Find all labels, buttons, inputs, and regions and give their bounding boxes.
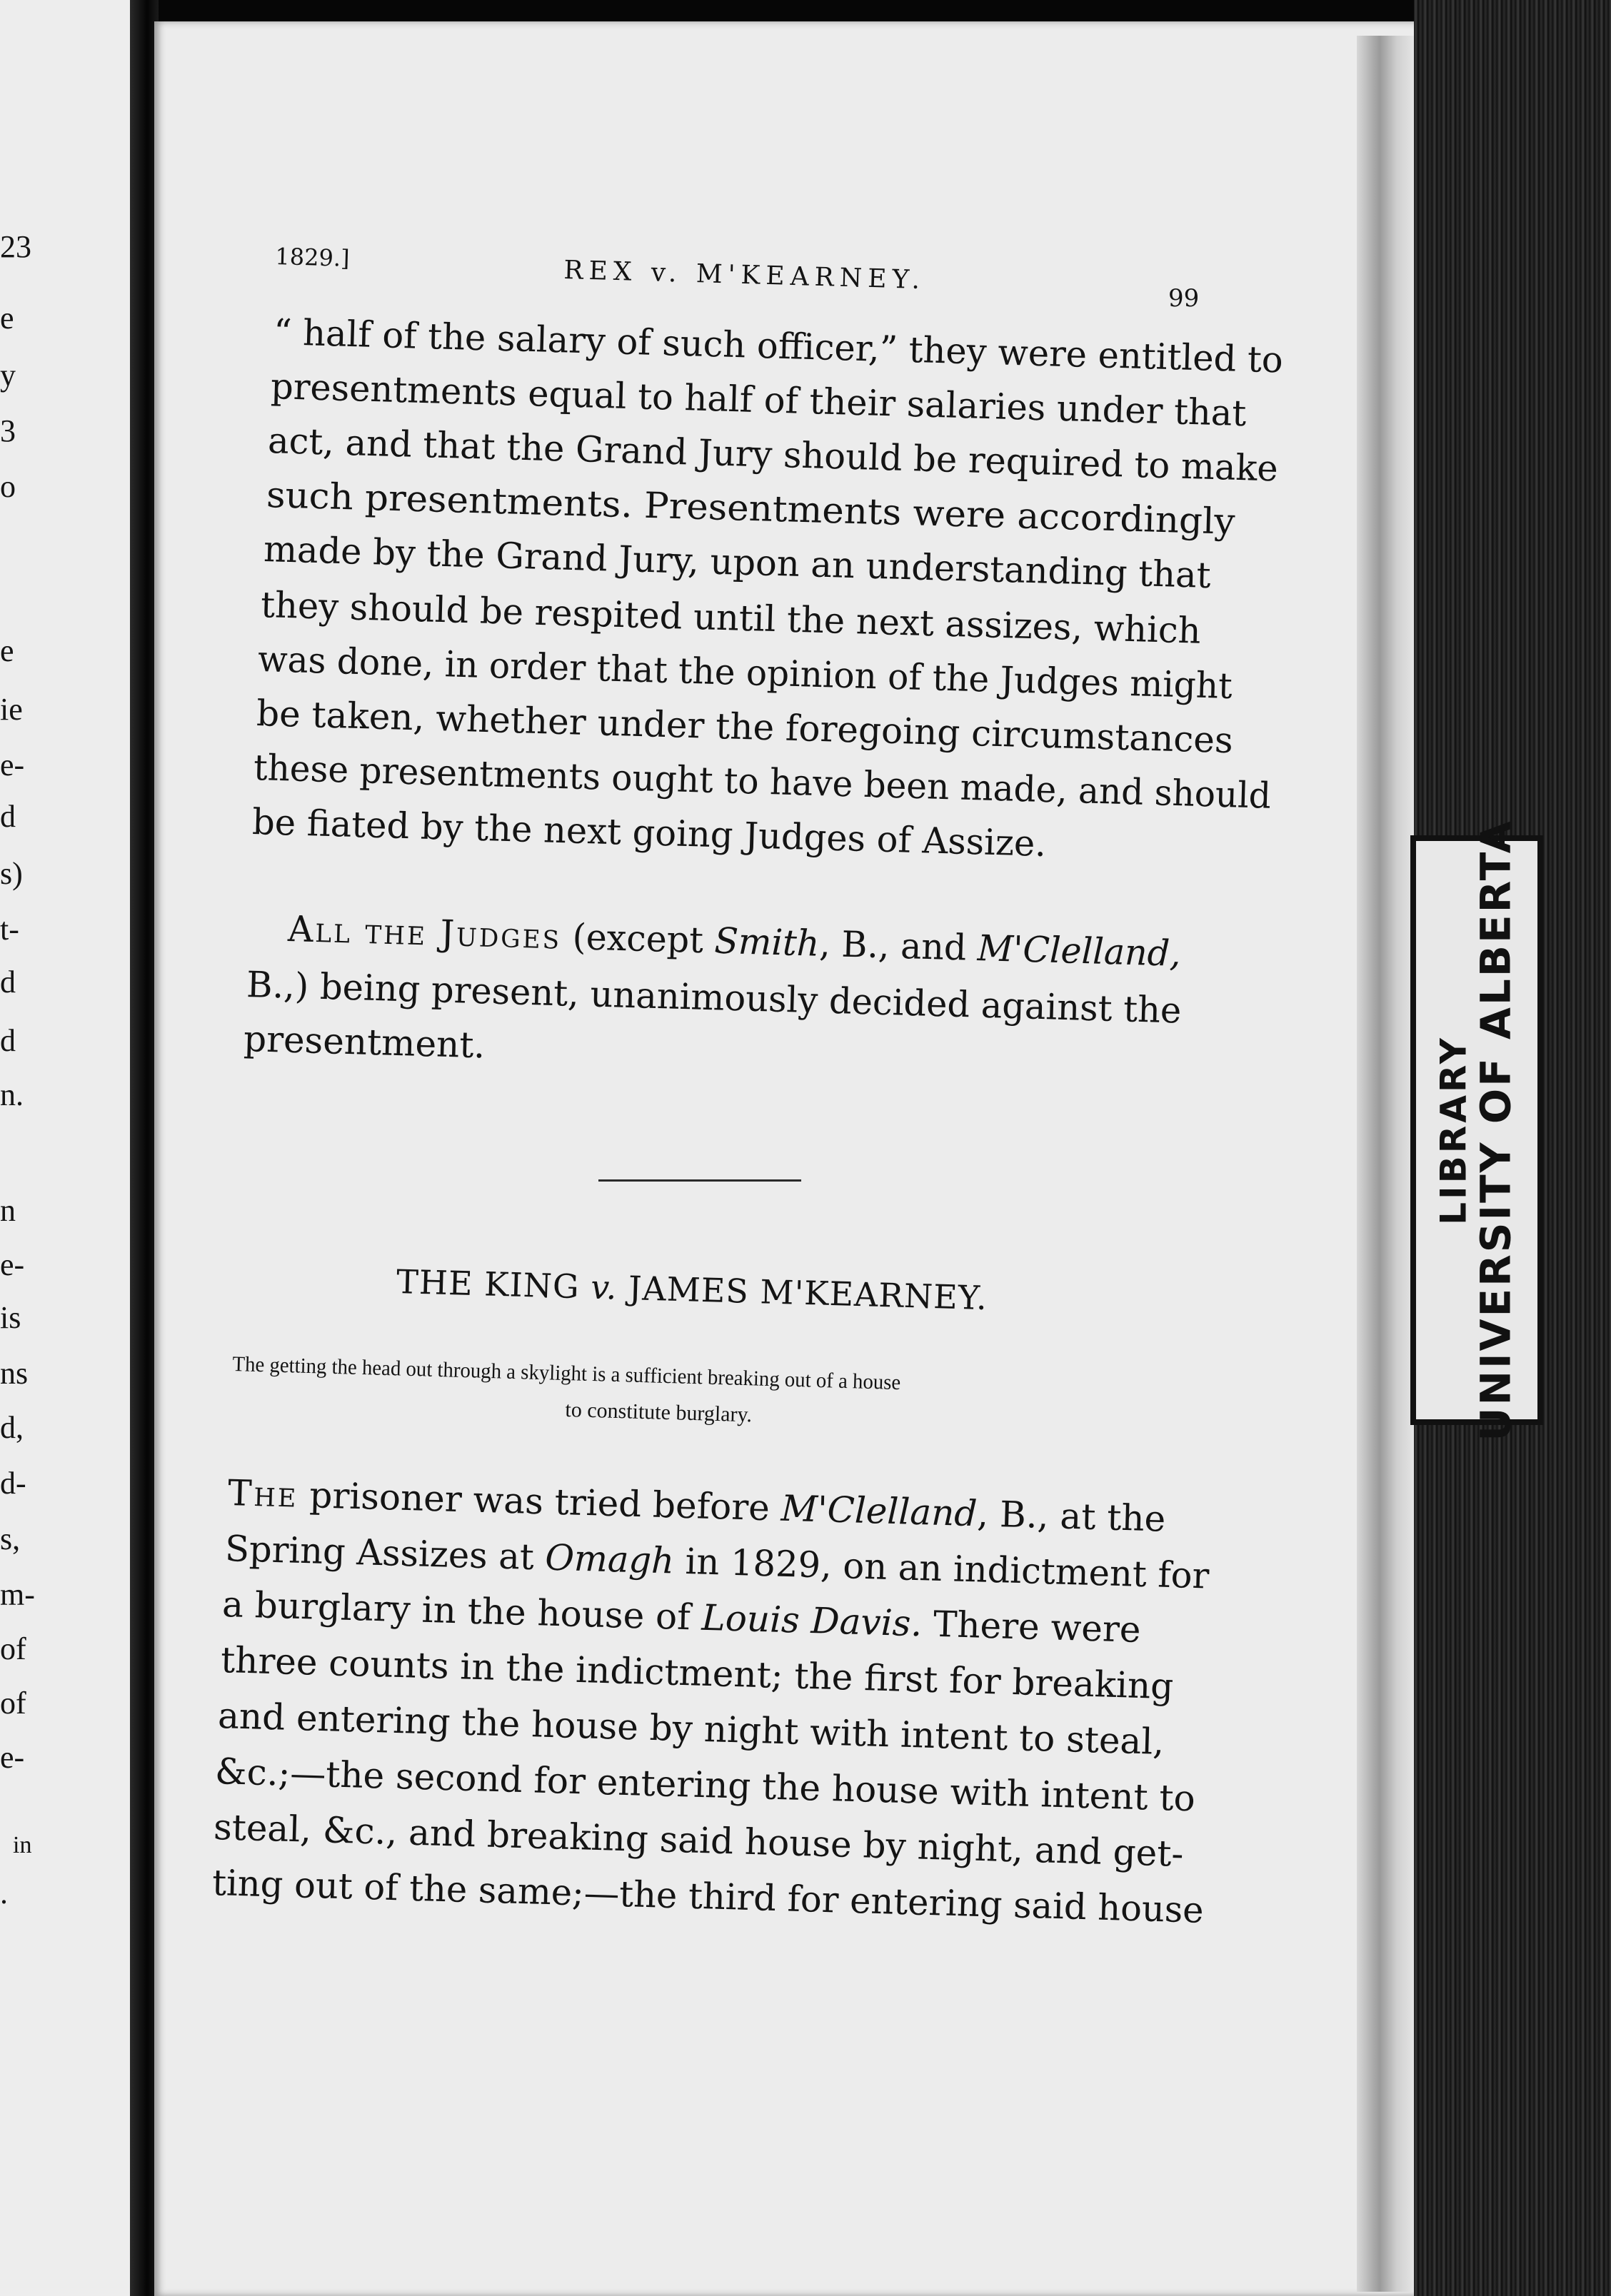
stamp-line-university: UNIVERSITY OF ALBERTA [1471, 819, 1520, 1441]
left-fragment: n [0, 1193, 16, 1228]
left-fragment: d [0, 1023, 16, 1058]
paragraph-line: ting out of the same;—the third for entering said house [211, 1862, 1205, 1931]
header-year: 1829.] [274, 243, 351, 272]
headnote-line: to constitute burglary. [565, 1398, 753, 1427]
paragraph-text: , B., at the [976, 1493, 1166, 1540]
paragraph-line: such presentments. Presentments were accordingly [266, 474, 1236, 543]
judge-name: Smith [713, 920, 820, 965]
left-fragment: e [0, 301, 14, 336]
running-title: REX v. M'KEARNEY. [563, 256, 926, 296]
left-fragment: d- [0, 1466, 26, 1501]
left-fragment: d, [0, 1410, 24, 1445]
page-number: 99 [1168, 284, 1200, 313]
judge-name: M'Clelland, [977, 927, 1182, 975]
decision-line: B.,) being present, unanimously decided against the [246, 964, 1183, 1032]
decision-text: , B., and [818, 922, 978, 969]
paragraph-line: steal, &c., and breaking said house by night, and get- [213, 1806, 1185, 1875]
paragraph-line: three counts in the indictment; the first for breaking [220, 1639, 1174, 1708]
left-fragment: ns [0, 1356, 29, 1391]
left-fragment: ie [0, 692, 23, 727]
person-name: Louis Davis. [701, 1596, 923, 1645]
left-fragment: . [0, 1875, 8, 1910]
left-fragment: e- [0, 747, 25, 782]
paragraph-text: Spring Assizes at [224, 1528, 546, 1578]
decision-line: presentment. [243, 1018, 486, 1067]
paragraph-line: was done, in order that the opinion of the Judges might [257, 638, 1233, 708]
left-fragment: d [0, 965, 16, 1000]
left-fragment: e [0, 633, 14, 668]
case-title-versus: v. [590, 1267, 618, 1307]
left-fragment: s, [0, 1521, 21, 1556]
left-fragment: in [13, 1832, 32, 1858]
left-fragment: of [0, 1631, 26, 1666]
paragraph-line: be taken, whether under the foregoing circumstances [256, 693, 1234, 762]
paragraph-lead: The [227, 1472, 299, 1516]
judge-name: M'Clelland [780, 1487, 978, 1535]
paragraph-line: “ half of the salary of such officer,” they were entitled to [273, 311, 1284, 381]
paragraph-line: and entering the house by night with intent to steal, [217, 1695, 1165, 1763]
paragraph-line: they should be respited until the next assizes, which [260, 584, 1202, 652]
left-fragment: is [0, 1300, 21, 1335]
left-fragment: y [0, 358, 16, 393]
left-fragment: d [0, 799, 16, 834]
paragraph-text: There were [921, 1603, 1142, 1651]
paragraph-line: presentments equal to half of their salaries under that [270, 366, 1248, 435]
paragraph-line: these presentments ought to have been made, and should [253, 747, 1272, 817]
left-fragment: o [0, 469, 16, 504]
left-fragment: t- [0, 912, 19, 947]
case-title-text: JAMES M'KEARNEY. [616, 1268, 988, 1318]
left-fragment: e- [0, 1740, 25, 1775]
paragraph-line: &c.;—the second for entering the house with intent to [214, 1751, 1196, 1820]
section-divider [598, 1179, 801, 1182]
stamp-line-library: LIBRARY [1432, 1035, 1475, 1225]
left-fragment: s) [0, 856, 23, 891]
decision-text: (except [561, 915, 716, 962]
paragraph-text: in 1829, on an indictment for [673, 1540, 1210, 1597]
judges-smallcaps: All the Judges [287, 908, 562, 957]
left-fragment: n. [0, 1077, 24, 1112]
left-fragment: 3 [0, 413, 16, 448]
paragraph-text: prisoner was tried before [297, 1474, 782, 1529]
page-curl-edge [1357, 36, 1414, 2292]
library-stamp [1410, 819, 1543, 1441]
headnote-line: The getting the head out through a skylight is a sufficient breaking out of a house [232, 1352, 901, 1395]
case-title-text: THE KING [396, 1262, 592, 1306]
paragraph-line: be fiated by the next going Judges of Assize. [251, 801, 1047, 865]
previous-page-fragment [0, 0, 130, 2296]
paragraph-line: made by the Grand Jury, upon an understanding that [263, 528, 1212, 597]
paragraph-text: a burglary in the house of [221, 1583, 703, 1638]
left-fragment: 23 [0, 229, 31, 264]
paragraph-line: act, and that the Grand Jury should be required to make [267, 420, 1279, 490]
left-fragment: e- [0, 1247, 25, 1282]
place-name: Omagh [544, 1536, 675, 1582]
left-fragment: of [0, 1686, 26, 1721]
left-fragment: m- [0, 1577, 35, 1612]
